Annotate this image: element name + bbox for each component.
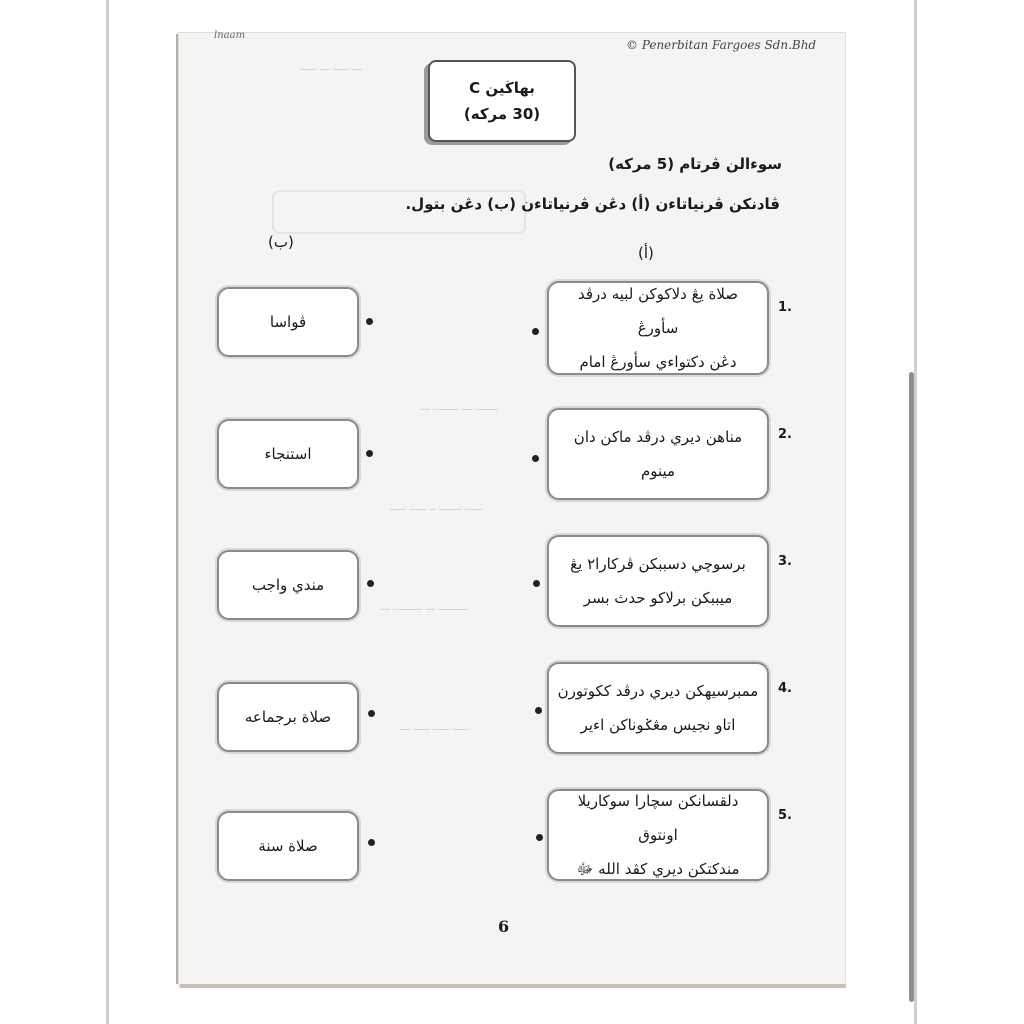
match-dot-b[interactable] (366, 450, 373, 457)
statement-box (547, 535, 769, 627)
statement-line: دڠن دكتواءي سأورڠ امام (579, 353, 737, 371)
match-dot-b[interactable] (367, 580, 374, 587)
bleed-through-text: ـــــ ـــــ ـــــ ـــ (400, 720, 469, 733)
match-dot-a[interactable] (532, 455, 539, 462)
statement-line: مينوم (640, 462, 676, 480)
section-title: بهاڬين C (469, 79, 535, 97)
publisher-credit: © Penerbitan Fargoes Sdn.Bhd (626, 38, 817, 52)
bleed-through-text: ـــــــــ ـــ ـــــــــ ـــ (380, 600, 468, 613)
item-number: 3. (778, 554, 792, 569)
match-dot-a[interactable] (536, 834, 543, 841)
item-number: 4. (778, 681, 792, 696)
section-heading-box (428, 60, 576, 142)
statement-line: ممبرسيهكن ديري درڤد ككوتورن (557, 682, 759, 700)
viewer-frame-right (914, 0, 917, 1024)
match-dot-b[interactable] (368, 710, 375, 717)
page-bottom-edge (180, 984, 846, 988)
column-b-label: (ب) (268, 233, 294, 251)
statement-line: دلقسانكن سچارا سوكاريلا اونتوق (577, 792, 739, 844)
statement-box (547, 789, 769, 881)
question-instruction: ڤادنكن ڤرنياتاءن (أ) دڠن ڤرنياتاءن (ب) دڠن بتول. (405, 195, 780, 213)
statement-line: ميببكن برلاكو حدث بسر (583, 589, 733, 607)
answer-text: صلاة برجماعه (244, 708, 332, 726)
answer-box (217, 682, 359, 752)
statement-line: اتاو نجيس مڠݢوناكن اءير (580, 716, 736, 734)
bleed-through-text: ـــــ ـــــــ ــ ـــــ ـــــ (390, 500, 482, 513)
answer-box (217, 287, 359, 357)
column-a-label: (أ) (638, 244, 654, 262)
question-title: سوءالن ڤرتام (5 مركه) (608, 155, 782, 173)
statement-line: مندكتكن ديري كڤد الله ﷻ (576, 860, 740, 878)
section-marks: (30 مركه) (463, 105, 541, 123)
viewer-frame-left (106, 0, 109, 1024)
corner-mark: lnaam (214, 30, 246, 41)
item-number: 2. (778, 427, 792, 442)
statement-line: برسوچي دسببكن ڤركارا٢ يڠ (570, 555, 746, 573)
answer-text: صلاة سنة (258, 837, 318, 855)
answer-text: مندي واجب (251, 576, 325, 594)
statement-line: مناهن ديري درڤد ماكن دان (573, 428, 743, 446)
item-number: 5. (778, 808, 792, 823)
match-dot-b[interactable] (366, 318, 373, 325)
statement-box (547, 662, 769, 754)
statement-line: صلاة يڠ دلاكوكن لبيه درڤد سأورڠ (577, 285, 739, 337)
answer-box (217, 419, 359, 489)
answer-box (217, 811, 359, 881)
page-number: 6 (498, 917, 510, 936)
match-dot-a[interactable] (532, 328, 539, 335)
answer-text: ڤواسا (269, 313, 307, 331)
scrollbar-thumb[interactable] (909, 372, 914, 1002)
answer-box (217, 550, 359, 620)
item-number: 1. (778, 300, 792, 315)
statement-box (547, 281, 769, 375)
statement-box (547, 408, 769, 500)
match-dot-a[interactable] (535, 707, 542, 714)
bleed-through-text: ـــــــ ـــ ــــــــ ـــ (420, 400, 499, 413)
match-dot-a[interactable] (533, 580, 540, 587)
answer-text: استنجاء (264, 445, 312, 463)
bleed-through-text: ـــ ـــــ ـــ ـــــ (300, 60, 363, 73)
match-dot-b[interactable] (368, 839, 375, 846)
